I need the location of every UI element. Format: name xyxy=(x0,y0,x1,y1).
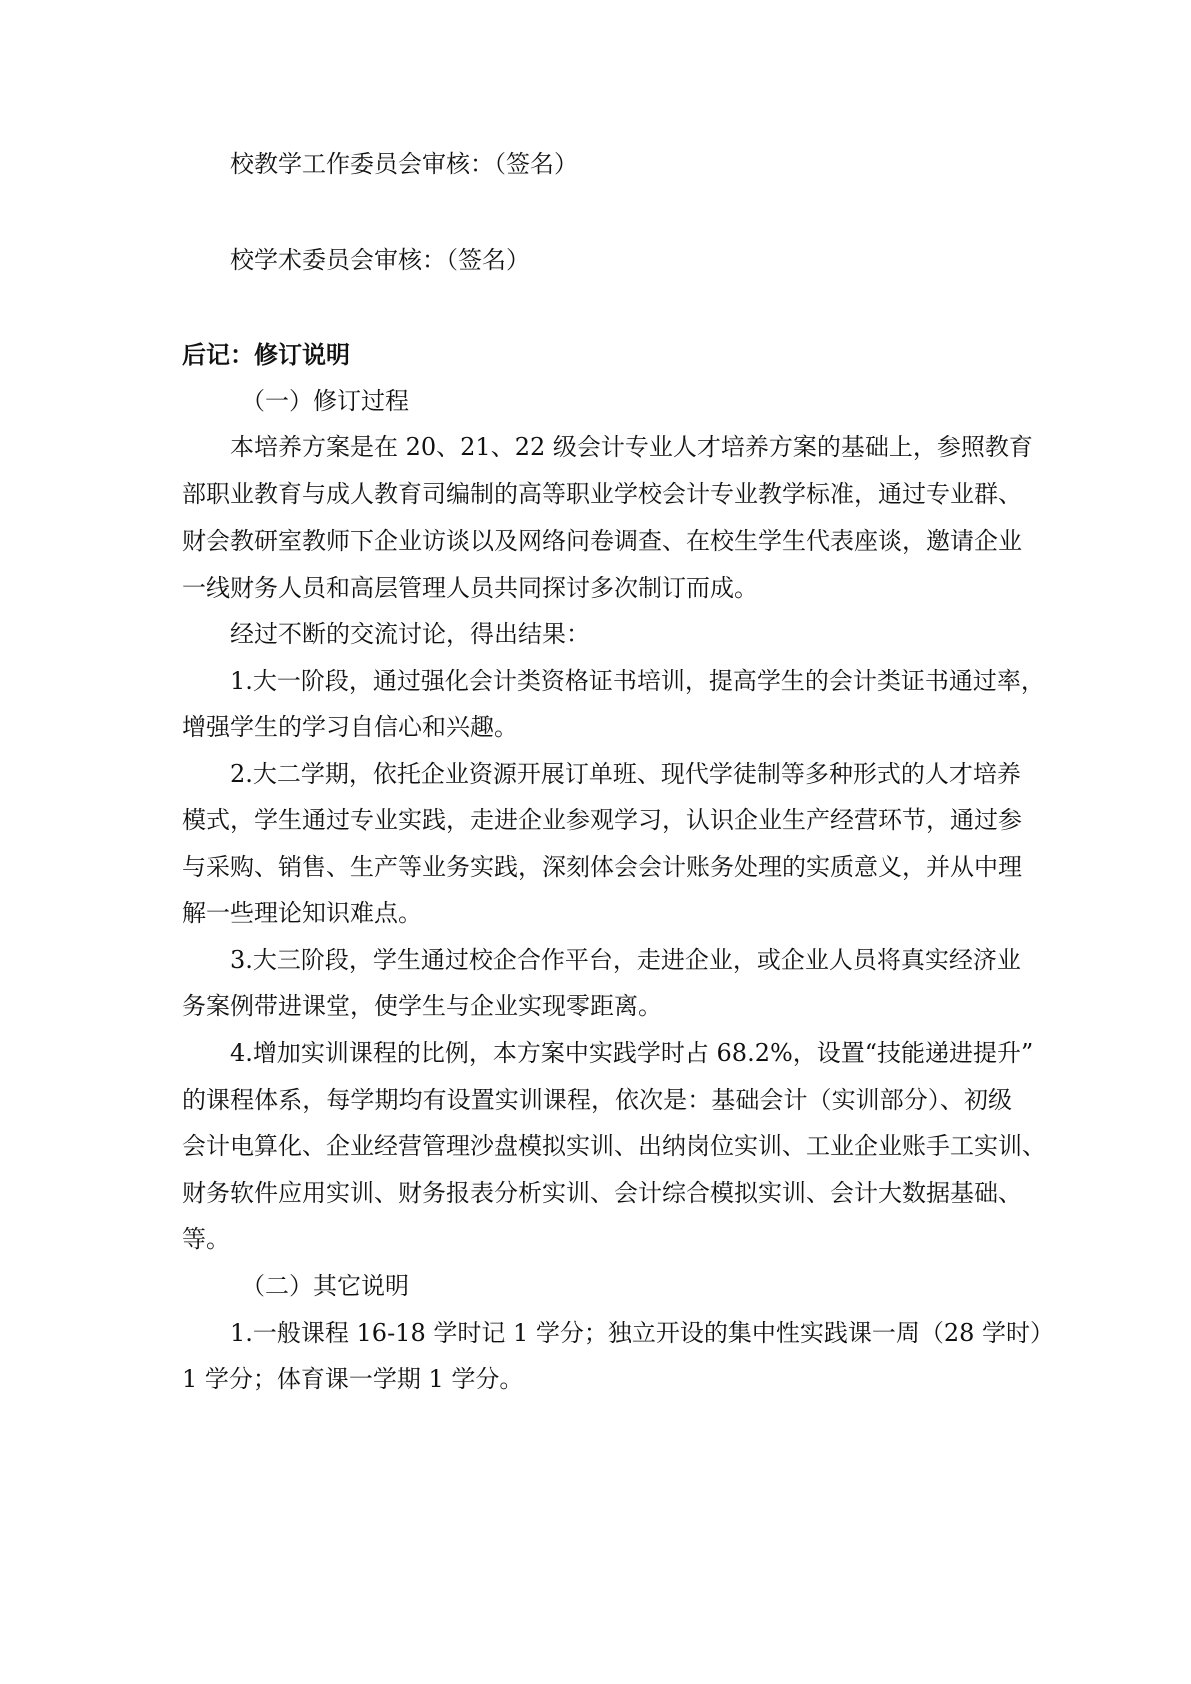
s2-item1-line2: 1 学分；体育课一学期 1 学分。 xyxy=(182,1365,524,1393)
item3-line1: 3.大三阶段，学生通过校企合作平台，走进企业，或企业人员将真实经济业 xyxy=(230,946,1021,974)
postscript-heading: 后记：修订说明 xyxy=(182,341,350,369)
item3-line2: 务案例带进课堂，使学生与企业实现零距离。 xyxy=(182,992,662,1020)
para1-line3: 财会教研室教师下企业访谈以及网络问卷调查、在校生学生代表座谈，邀请企业 xyxy=(182,527,1022,555)
section1-title: （一）修订过程 xyxy=(241,387,409,415)
item4-line4: 财务软件应用实训、财务报表分析实训、会计综合模拟实训、会计大数据基础、 xyxy=(182,1179,1022,1207)
item1-line2: 增强学生的学习自信心和兴趣。 xyxy=(182,713,518,741)
item2-line2: 模式，学生通过专业实践，走进企业参观学习，认识企业生产经营环节，通过参 xyxy=(182,806,1022,834)
para1-line4: 一线财务人员和高层管理人员共同探讨多次制订而成。 xyxy=(182,574,758,602)
item4-line1: 4.增加实训课程的比例，本方案中实践学时占 68.2%，设置“技能递进提升” xyxy=(230,1039,1034,1067)
teaching-committee-signature: 校教学工作委员会审核：（签名） xyxy=(230,150,578,178)
para1-line1: 本培养方案是在 20、21、22 级会计专业人才培养方案的基础上，参照教育 xyxy=(230,433,1033,461)
para1-line2: 部职业教育与成人教育司编制的高等职业学校会计专业教学标准，通过专业群、 xyxy=(182,480,1022,508)
item4-line3: 会计电算化、企业经营管理沙盘模拟实训、出纳岗位实训、工业企业账手工实训、 xyxy=(182,1132,1046,1160)
item4-line2: 的课程体系，每学期均有设置实训课程，依次是：基础会计（实训部分）、初级 xyxy=(182,1086,1012,1114)
item4-line5: 等。 xyxy=(182,1225,230,1253)
item2-line1: 2.大二学期，依托企业资源开展订单班、现代学徒制等多种形式的人才培养 xyxy=(230,760,1021,788)
academic-committee-signature: 校学术委员会审核：（签名） xyxy=(230,246,530,274)
para2: 经过不断的交流讨论，得出结果： xyxy=(230,620,590,648)
section2-title: （二）其它说明 xyxy=(241,1272,409,1300)
item2-line4: 解一些理论知识难点。 xyxy=(182,899,422,927)
s2-item1-line1: 1.一般课程 16-18 学时记 1 学分；独立开设的集中性实践课一周（28 学时） xyxy=(230,1319,1055,1347)
item2-line3: 与采购、销售、生产等业务实践，深刻体会会计账务处理的实质意义，并从中理 xyxy=(182,853,1022,881)
item1-line1: 1.大一阶段，通过强化会计类资格证书培训，提高学生的会计类证书通过率， xyxy=(230,667,1045,695)
